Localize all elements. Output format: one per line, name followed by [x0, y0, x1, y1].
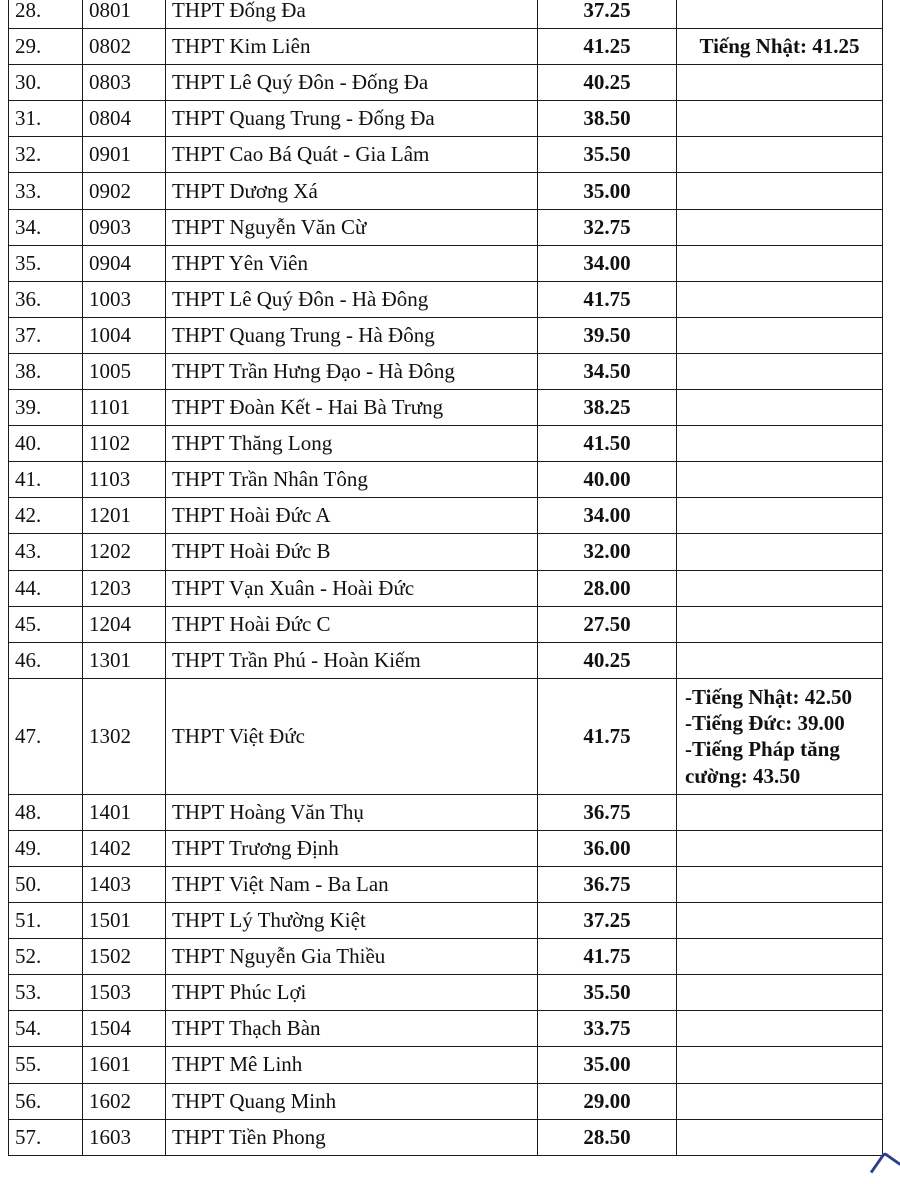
table-row	[9, 29, 883, 65]
school-code: 0902	[83, 173, 166, 209]
row-number: 48.	[9, 794, 83, 830]
table-row	[9, 1047, 883, 1083]
admission-score: 28.00	[538, 570, 677, 606]
school-name: THPT Quang Trung - Hà Đông	[166, 317, 538, 353]
school-code: 1101	[83, 390, 166, 426]
note-cell	[677, 281, 883, 317]
school-name: THPT Mê Linh	[166, 1047, 538, 1083]
pen-mark-icon	[870, 1151, 900, 1184]
admission-score: 39.50	[538, 317, 677, 353]
row-number: 49.	[9, 830, 83, 866]
school-code: 0901	[83, 137, 166, 173]
table-row	[9, 975, 883, 1011]
table-row	[9, 1119, 883, 1155]
row-number: 52.	[9, 939, 83, 975]
school-code: 1102	[83, 426, 166, 462]
admission-score: 34.00	[538, 245, 677, 281]
row-number: 31.	[9, 101, 83, 137]
table-row	[9, 794, 883, 830]
school-name: THPT Nguyễn Văn Cừ	[166, 209, 538, 245]
note-cell	[677, 390, 883, 426]
note-line: -Tiếng Pháp tăng cường: 43.50	[685, 737, 840, 788]
row-number: 29.	[9, 29, 83, 65]
school-name: THPT Kim Liên	[166, 29, 538, 65]
school-name: THPT Tiền Phong	[166, 1119, 538, 1155]
school-code: 1603	[83, 1119, 166, 1155]
school-code: 1003	[83, 281, 166, 317]
school-name: THPT Nguyễn Gia Thiều	[166, 939, 538, 975]
admission-score: 40.25	[538, 65, 677, 101]
row-number: 42.	[9, 498, 83, 534]
table-row	[9, 281, 883, 317]
school-code: 1103	[83, 462, 166, 498]
note-cell	[677, 794, 883, 830]
school-name: THPT Vạn Xuân - Hoài Đức	[166, 570, 538, 606]
school-name: THPT Quang Trung - Đống Đa	[166, 101, 538, 137]
table-row	[9, 462, 883, 498]
school-name: THPT Việt Đức	[166, 678, 538, 794]
row-number: 54.	[9, 1011, 83, 1047]
school-code: 1204	[83, 606, 166, 642]
admission-score: 32.75	[538, 209, 677, 245]
school-code: 1503	[83, 975, 166, 1011]
admission-score: 29.00	[538, 1083, 677, 1119]
admission-score: 41.75	[538, 939, 677, 975]
note-line: Tiếng Nhật: 41.25	[699, 34, 860, 59]
row-number: 47.	[9, 678, 83, 794]
row-number: 46.	[9, 642, 83, 678]
table-row	[9, 570, 883, 606]
note-cell	[677, 570, 883, 606]
note-cell	[677, 534, 883, 570]
note-cell	[677, 1119, 883, 1155]
school-name: THPT Đống Đa	[166, 0, 538, 29]
admission-score: 41.75	[538, 678, 677, 794]
school-name: THPT Trần Hưng Đạo - Hà Đông	[166, 353, 538, 389]
admission-score: 36.00	[538, 830, 677, 866]
admission-score: 38.25	[538, 390, 677, 426]
note-cell	[677, 0, 883, 29]
school-code: 1502	[83, 939, 166, 975]
school-name: THPT Thạch Bàn	[166, 1011, 538, 1047]
table-row	[9, 678, 883, 794]
table-row	[9, 642, 883, 678]
note-cell	[677, 101, 883, 137]
note-cell	[677, 975, 883, 1011]
note-cell	[677, 903, 883, 939]
admission-score: 34.50	[538, 353, 677, 389]
admission-score: 27.50	[538, 606, 677, 642]
school-name: THPT Lê Quý Đôn - Đống Đa	[166, 65, 538, 101]
row-number: 30.	[9, 65, 83, 101]
school-name: THPT Trần Phú - Hoàn Kiếm	[166, 642, 538, 678]
admission-score: 41.50	[538, 426, 677, 462]
admission-score: 35.00	[538, 1047, 677, 1083]
note-line: -Tiếng Nhật: 42.50	[685, 684, 853, 709]
admission-score: 35.50	[538, 137, 677, 173]
admission-score: 36.75	[538, 794, 677, 830]
school-code: 1301	[83, 642, 166, 678]
school-code: 1005	[83, 353, 166, 389]
table-row	[9, 534, 883, 570]
admission-score: 38.50	[538, 101, 677, 137]
row-number: 39.	[9, 390, 83, 426]
school-name: THPT Việt Nam - Ba Lan	[166, 866, 538, 902]
table-row	[9, 173, 883, 209]
table-row	[9, 903, 883, 939]
row-number: 40.	[9, 426, 83, 462]
note-cell	[677, 939, 883, 975]
school-code: 0803	[83, 65, 166, 101]
row-number: 50.	[9, 866, 83, 902]
row-number: 38.	[9, 353, 83, 389]
table-row	[9, 65, 883, 101]
school-code: 1501	[83, 903, 166, 939]
admission-score: 28.50	[538, 1119, 677, 1155]
note-cell	[677, 1011, 883, 1047]
school-name: THPT Cao Bá Quát - Gia Lâm	[166, 137, 538, 173]
school-name: THPT Phúc Lợi	[166, 975, 538, 1011]
note-cell	[677, 353, 883, 389]
table-row	[9, 0, 883, 29]
school-code: 1302	[83, 678, 166, 794]
row-number: 44.	[9, 570, 83, 606]
row-number: 45.	[9, 606, 83, 642]
admission-score: 35.50	[538, 975, 677, 1011]
note-cell	[677, 65, 883, 101]
admission-score: 37.25	[538, 903, 677, 939]
row-number: 57.	[9, 1119, 83, 1155]
school-name: THPT Hoài Đức B	[166, 534, 538, 570]
table-row	[9, 1011, 883, 1047]
note-cell	[677, 1083, 883, 1119]
school-name: THPT Trần Nhân Tông	[166, 462, 538, 498]
table-row	[9, 137, 883, 173]
school-name: THPT Hoàng Văn Thụ	[166, 794, 538, 830]
admission-score: 40.25	[538, 642, 677, 678]
table-row	[9, 353, 883, 389]
row-number: 28.	[9, 0, 83, 29]
row-number: 51.	[9, 903, 83, 939]
school-name: THPT Hoài Đức A	[166, 498, 538, 534]
admission-score: 40.00	[538, 462, 677, 498]
row-number: 32.	[9, 137, 83, 173]
school-code: 0804	[83, 101, 166, 137]
table-row	[9, 390, 883, 426]
note-cell	[677, 29, 883, 65]
note-cell	[677, 245, 883, 281]
school-code: 1401	[83, 794, 166, 830]
row-number: 37.	[9, 317, 83, 353]
note-cell	[677, 678, 883, 794]
row-number: 35.	[9, 245, 83, 281]
admission-score: 33.75	[538, 1011, 677, 1047]
school-code: 1504	[83, 1011, 166, 1047]
note-cell	[677, 866, 883, 902]
school-name: THPT Hoài Đức C	[166, 606, 538, 642]
school-name: THPT Thăng Long	[166, 426, 538, 462]
row-number: 41.	[9, 462, 83, 498]
note-cell	[677, 317, 883, 353]
table-row	[9, 498, 883, 534]
school-code: 1601	[83, 1047, 166, 1083]
table-row	[9, 101, 883, 137]
admission-score: 32.00	[538, 534, 677, 570]
school-code: 1403	[83, 866, 166, 902]
row-number: 56.	[9, 1083, 83, 1119]
school-code: 1004	[83, 317, 166, 353]
row-number: 53.	[9, 975, 83, 1011]
school-code: 1402	[83, 830, 166, 866]
admission-score: 41.75	[538, 281, 677, 317]
admission-scores-table	[8, 0, 883, 1156]
school-name: THPT Trương Định	[166, 830, 538, 866]
note-cell	[677, 1047, 883, 1083]
table-row	[9, 426, 883, 462]
row-number: 36.	[9, 281, 83, 317]
table-row	[9, 317, 883, 353]
school-code: 0903	[83, 209, 166, 245]
note-line: -Tiếng Đức: 39.00	[685, 711, 845, 736]
table-row	[9, 245, 883, 281]
note-cell	[677, 209, 883, 245]
school-code: 1203	[83, 570, 166, 606]
school-code: 1202	[83, 534, 166, 570]
table-row	[9, 1083, 883, 1119]
admission-score: 41.25	[538, 29, 677, 65]
school-code: 0802	[83, 29, 166, 65]
school-name: THPT Dương Xá	[166, 173, 538, 209]
note-cell	[677, 642, 883, 678]
table-row	[9, 939, 883, 975]
school-code: 1201	[83, 498, 166, 534]
school-name: THPT Quang Minh	[166, 1083, 538, 1119]
note-cell	[677, 426, 883, 462]
note-cell	[677, 498, 883, 534]
admission-score: 34.00	[538, 498, 677, 534]
school-name: THPT Yên Viên	[166, 245, 538, 281]
row-number: 33.	[9, 173, 83, 209]
school-code: 0904	[83, 245, 166, 281]
admission-score: 36.75	[538, 866, 677, 902]
school-code: 0801	[83, 0, 166, 29]
note-cell	[677, 173, 883, 209]
row-number: 43.	[9, 534, 83, 570]
note-cell	[677, 606, 883, 642]
school-name: THPT Lý Thường Kiệt	[166, 903, 538, 939]
admission-score: 35.00	[538, 173, 677, 209]
table-row	[9, 606, 883, 642]
admission-score: 37.25	[538, 0, 677, 29]
note-cell	[677, 462, 883, 498]
school-name: THPT Đoàn Kết - Hai Bà Trưng	[166, 390, 538, 426]
note-cell	[677, 137, 883, 173]
table-row	[9, 866, 883, 902]
row-number: 55.	[9, 1047, 83, 1083]
row-number: 34.	[9, 209, 83, 245]
table-row	[9, 830, 883, 866]
school-name: THPT Lê Quý Đôn - Hà Đông	[166, 281, 538, 317]
table-body	[9, 0, 883, 1155]
school-code: 1602	[83, 1083, 166, 1119]
table-row	[9, 209, 883, 245]
note-cell	[677, 830, 883, 866]
